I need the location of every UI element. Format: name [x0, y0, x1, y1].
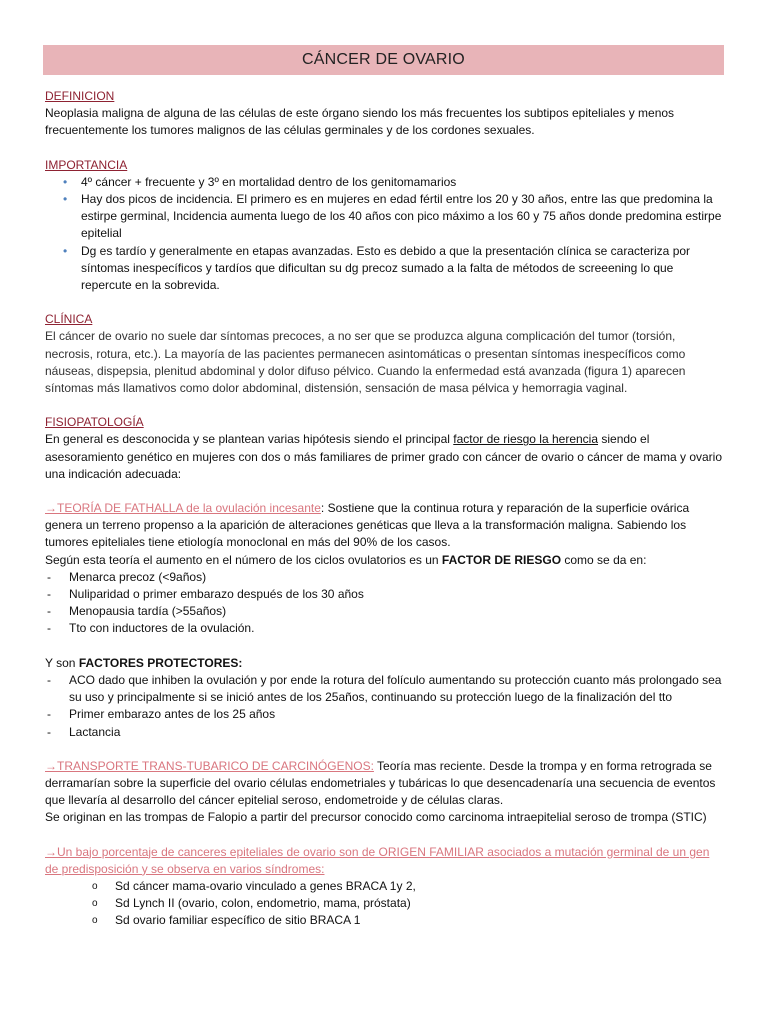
list-item: - Lactancia [47, 724, 121, 739]
list-item: - Primer embarazo antes de los 25 años [47, 707, 276, 722]
teoria-fathalla: →TEORÍA DE FATHALLA de la ovulación incesante: Sostiene que la continua rotura y reparación de la superficie ovárica genera un terreno propenso a la aparición de alteraciones genéticas que lleva a la transformación maligna. Sabiendo los tumores epiteliales tiene etiología monoclonal en más del 90% de los casos. [45, 501, 690, 550]
heading-importancia: IMPORTANCIA [45, 157, 128, 172]
list-item: - Nuliparidad o primer embarazo después de los 30 años [47, 587, 364, 602]
transporte-label: →TRANSPORTE TRANS-TUBARICO DE CARCINÓGENOS: [45, 758, 374, 773]
riesgo-list [45, 569, 725, 638]
familiar-list [45, 878, 725, 930]
list-item: - Tto con inductores de la ovulación. [47, 621, 255, 636]
heading-clinica: CLÍNICA [45, 312, 93, 327]
origen-familiar-label: →Un bajo porcentaje de canceres epiteliales de ovario son de ORIGEN FAMILIAR asociados a mutación germinal de un gen de predisposición y se observa en varios síndromes: [45, 844, 710, 876]
list-item: o Sd ovario familiar específico de sitio BRACA 1 [92, 913, 361, 928]
list-item: o Sd Lynch II (ovario, colon, endometrio, mama, próstata) [92, 896, 411, 911]
riesgo-intro: Según esta teoría el aumento en el número de los ciclos ovulatorios es un FACTOR DE RIESGO como se da en: [45, 552, 647, 567]
bullet-dot: • [63, 243, 68, 258]
bullet-dot: • [63, 174, 68, 189]
heading-definicion: DEFINICION [45, 89, 115, 103]
list-item: - Menarca precoz (<9años) [47, 569, 207, 584]
protectores-list [45, 672, 725, 741]
definicion-text: Neoplasia maligna de alguna de las células de este órgano siendo los más frecuentes los subtipos epiteliales y menos frecuentemente los tumores malignos de las células germinales y de los cordones sexuales. [45, 106, 675, 138]
transporte-text-2: Se originan en las trompas de Falopio a partir del precursor conocido como carcinoma intraepitelial seroso de trompa (STIC) [45, 810, 707, 825]
protectores-intro: Y son FACTORES PROTECTORES: [45, 655, 243, 670]
list-item: • 4º cáncer + frecuente y 3º en mortalidad dentro de los genitomamarios [45, 174, 725, 191]
document-body [45, 88, 725, 930]
list-item: • Hay dos picos de incidencia. El primero es en mujeres en edad fértil entre los 20 y 30 años, entre las que predomina la estirpe germinal, Incidencia aumenta luego de los 40 años con pico máximo a los 60 y 75 años donde predomina estirpe epitelial [63, 192, 722, 241]
list-item: - ACO dado que inhiben la ovulación y por ende la rotura del folículo aumentando su protección cuanto más prolongado sea su uso y principalmente si se inició antes de los 25años, continuando su protección luego de la finalización del tto [47, 672, 722, 705]
list-item: - Menopausia tardía (>55años) [47, 604, 227, 619]
importancia-list [45, 174, 725, 294]
bullet-dot: • [63, 192, 68, 207]
clinica-text: El cáncer de ovario no suele dar síntomas precoces, a no ser que se produzca alguna complicación del tumor (torsión, necrosis, rotura, etc.). La mayoría de las pacientes permanecen asintomáticas o presentan síntomas inespecíficos como náuseas, dispepsia, plenitud abdominal y dolor difuso pélvico. Cuando la enfermedad está avanzada (figura 1) aparecen síntomas más llamativos como dolor abdominal, distensión, sensación de masa pélvica y hemorragia vaginal. [45, 329, 686, 396]
herencia-highlight: factor de riesgo la herencia [453, 432, 599, 447]
list-item: • Dg es tardío y generalmente en etapas avanzadas. Esto es debido a que la presentación clínica se caracteriza por síntomas inespecíficos y tardíos que dificultan su dg precoz sumado a la falta de métodos de screeening lo que repercute en la sobrevida. [63, 243, 691, 293]
list-item: o Sd cáncer mama-ovario vinculado a genes BRACA 1y 2, [92, 878, 416, 893]
heading-fisiopatologia: FISIOPATOLOGÍA [45, 415, 144, 430]
teoria-fathalla-label: →TEORÍA DE FATHALLA de la ovulación incesante [45, 501, 321, 516]
transporte-transtubarico: →TRANSPORTE TRANS-TUBARICO DE CARCINÓGENOS: Teoría mas reciente. Desde la trompa y en forma retrograda se derramarían sobre la superficie del ovario células endometriales y tubáricas lo que desencadenaría una secuencia de eventos que llevaría al desarrollo del cáncer epitelial seroso, endometroide y de células claras. [45, 758, 716, 808]
page-title: CÁNCER DE OVARIO [43, 45, 724, 75]
fisiopatologia-intro: En general es desconocida y se plantean varias hipótesis siendo el principal factor de riesgo la herencia siendo el asesoramiento genético en mujeres con dos o más familiares de primer grado con cáncer de ovario o cáncer de mama y ovario una indicación adecuada: [45, 432, 723, 481]
